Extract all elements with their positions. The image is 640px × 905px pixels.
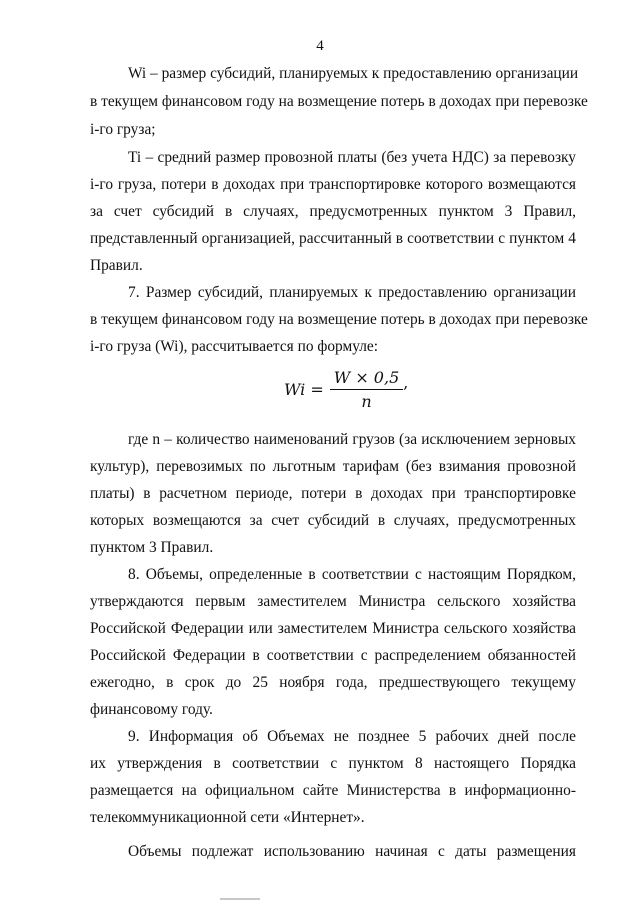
text-line: финансовому году. xyxy=(90,701,213,718)
formula-numerator: W × 0,5 xyxy=(330,368,403,390)
text-line: Wi – размер субсидий, планируемых к предоставлению организации xyxy=(128,65,579,82)
text-line: в текущем финансовом году на возмещение потерь в доходах при перевозке xyxy=(90,311,588,328)
text-line: 8. Объемы, определенные в соответствии с настоящим Порядком, xyxy=(128,566,576,583)
text-line: i-го груза (Wi), рассчитывается по формуле: xyxy=(90,338,379,355)
text-line: i-го груза, потери в доходах при транспортировке которого возмещаются xyxy=(90,176,576,193)
text-line: Ti – средний размер провозной платы (без учета НДС) за перевозку xyxy=(128,149,576,166)
page-number: 4 xyxy=(316,38,324,54)
text-line: i-го груза; xyxy=(90,121,156,138)
text-line: где n – количество наименований грузов (за исключением зерновых xyxy=(128,431,576,448)
text-line: Правил. xyxy=(90,257,143,274)
text-line: Российской Федерации или заместителем Министра сельского хозяйства xyxy=(90,620,576,637)
text-line: их утверждения в соответствии с пунктом 8 настоящего Порядка xyxy=(90,755,576,772)
formula-lhs: Wi = xyxy=(284,379,324,399)
text-line: платы) в расчетном периоде, потери в доходах при транспортировке xyxy=(90,485,576,502)
text-line: размещается на официальном сайте Министерства в информационно- xyxy=(90,782,576,799)
text-line: в текущем финансовом году на возмещение потерь в доходах при перевозке xyxy=(90,93,588,110)
text-line: представленный организацией, рассчитанный в соответствии с пунктом 4 xyxy=(90,230,576,247)
formula-fraction xyxy=(330,368,403,411)
text-line: телекоммуникационной сети «Интернет». xyxy=(90,809,365,826)
text-line: пунктом 3 Правил. xyxy=(90,539,214,556)
text-line: которых возмещаются за счет субсидий в случаях, предусмотренных xyxy=(90,512,576,529)
text-line: за счет субсидий в случаях, предусмотренных пунктом 3 Правил, xyxy=(90,203,576,220)
text-line: ежегодно, в срок до 25 ноября года, предшествующего текущему xyxy=(90,674,576,691)
text-line: 9. Информация об Объемах не позднее 5 рабочих дней после xyxy=(128,728,576,745)
formula xyxy=(284,366,408,412)
formula-suffix: , xyxy=(403,373,409,392)
scan-artifact xyxy=(220,898,260,900)
text-line: культур), перевозимых по льготным тарифам (без взимания провозной xyxy=(90,458,576,475)
text-line: Объемы подлежат использованию начиная с даты размещения xyxy=(128,843,576,860)
formula-denominator: n xyxy=(361,391,372,411)
text-line: утверждаются первым заместителем Министра сельского хозяйства xyxy=(90,593,576,610)
text-line: 7. Размер субсидий, планируемых к предоставлению организации xyxy=(128,284,576,301)
text-line: Российской Федерации в соответствии с распределением обязанностей xyxy=(90,647,576,664)
